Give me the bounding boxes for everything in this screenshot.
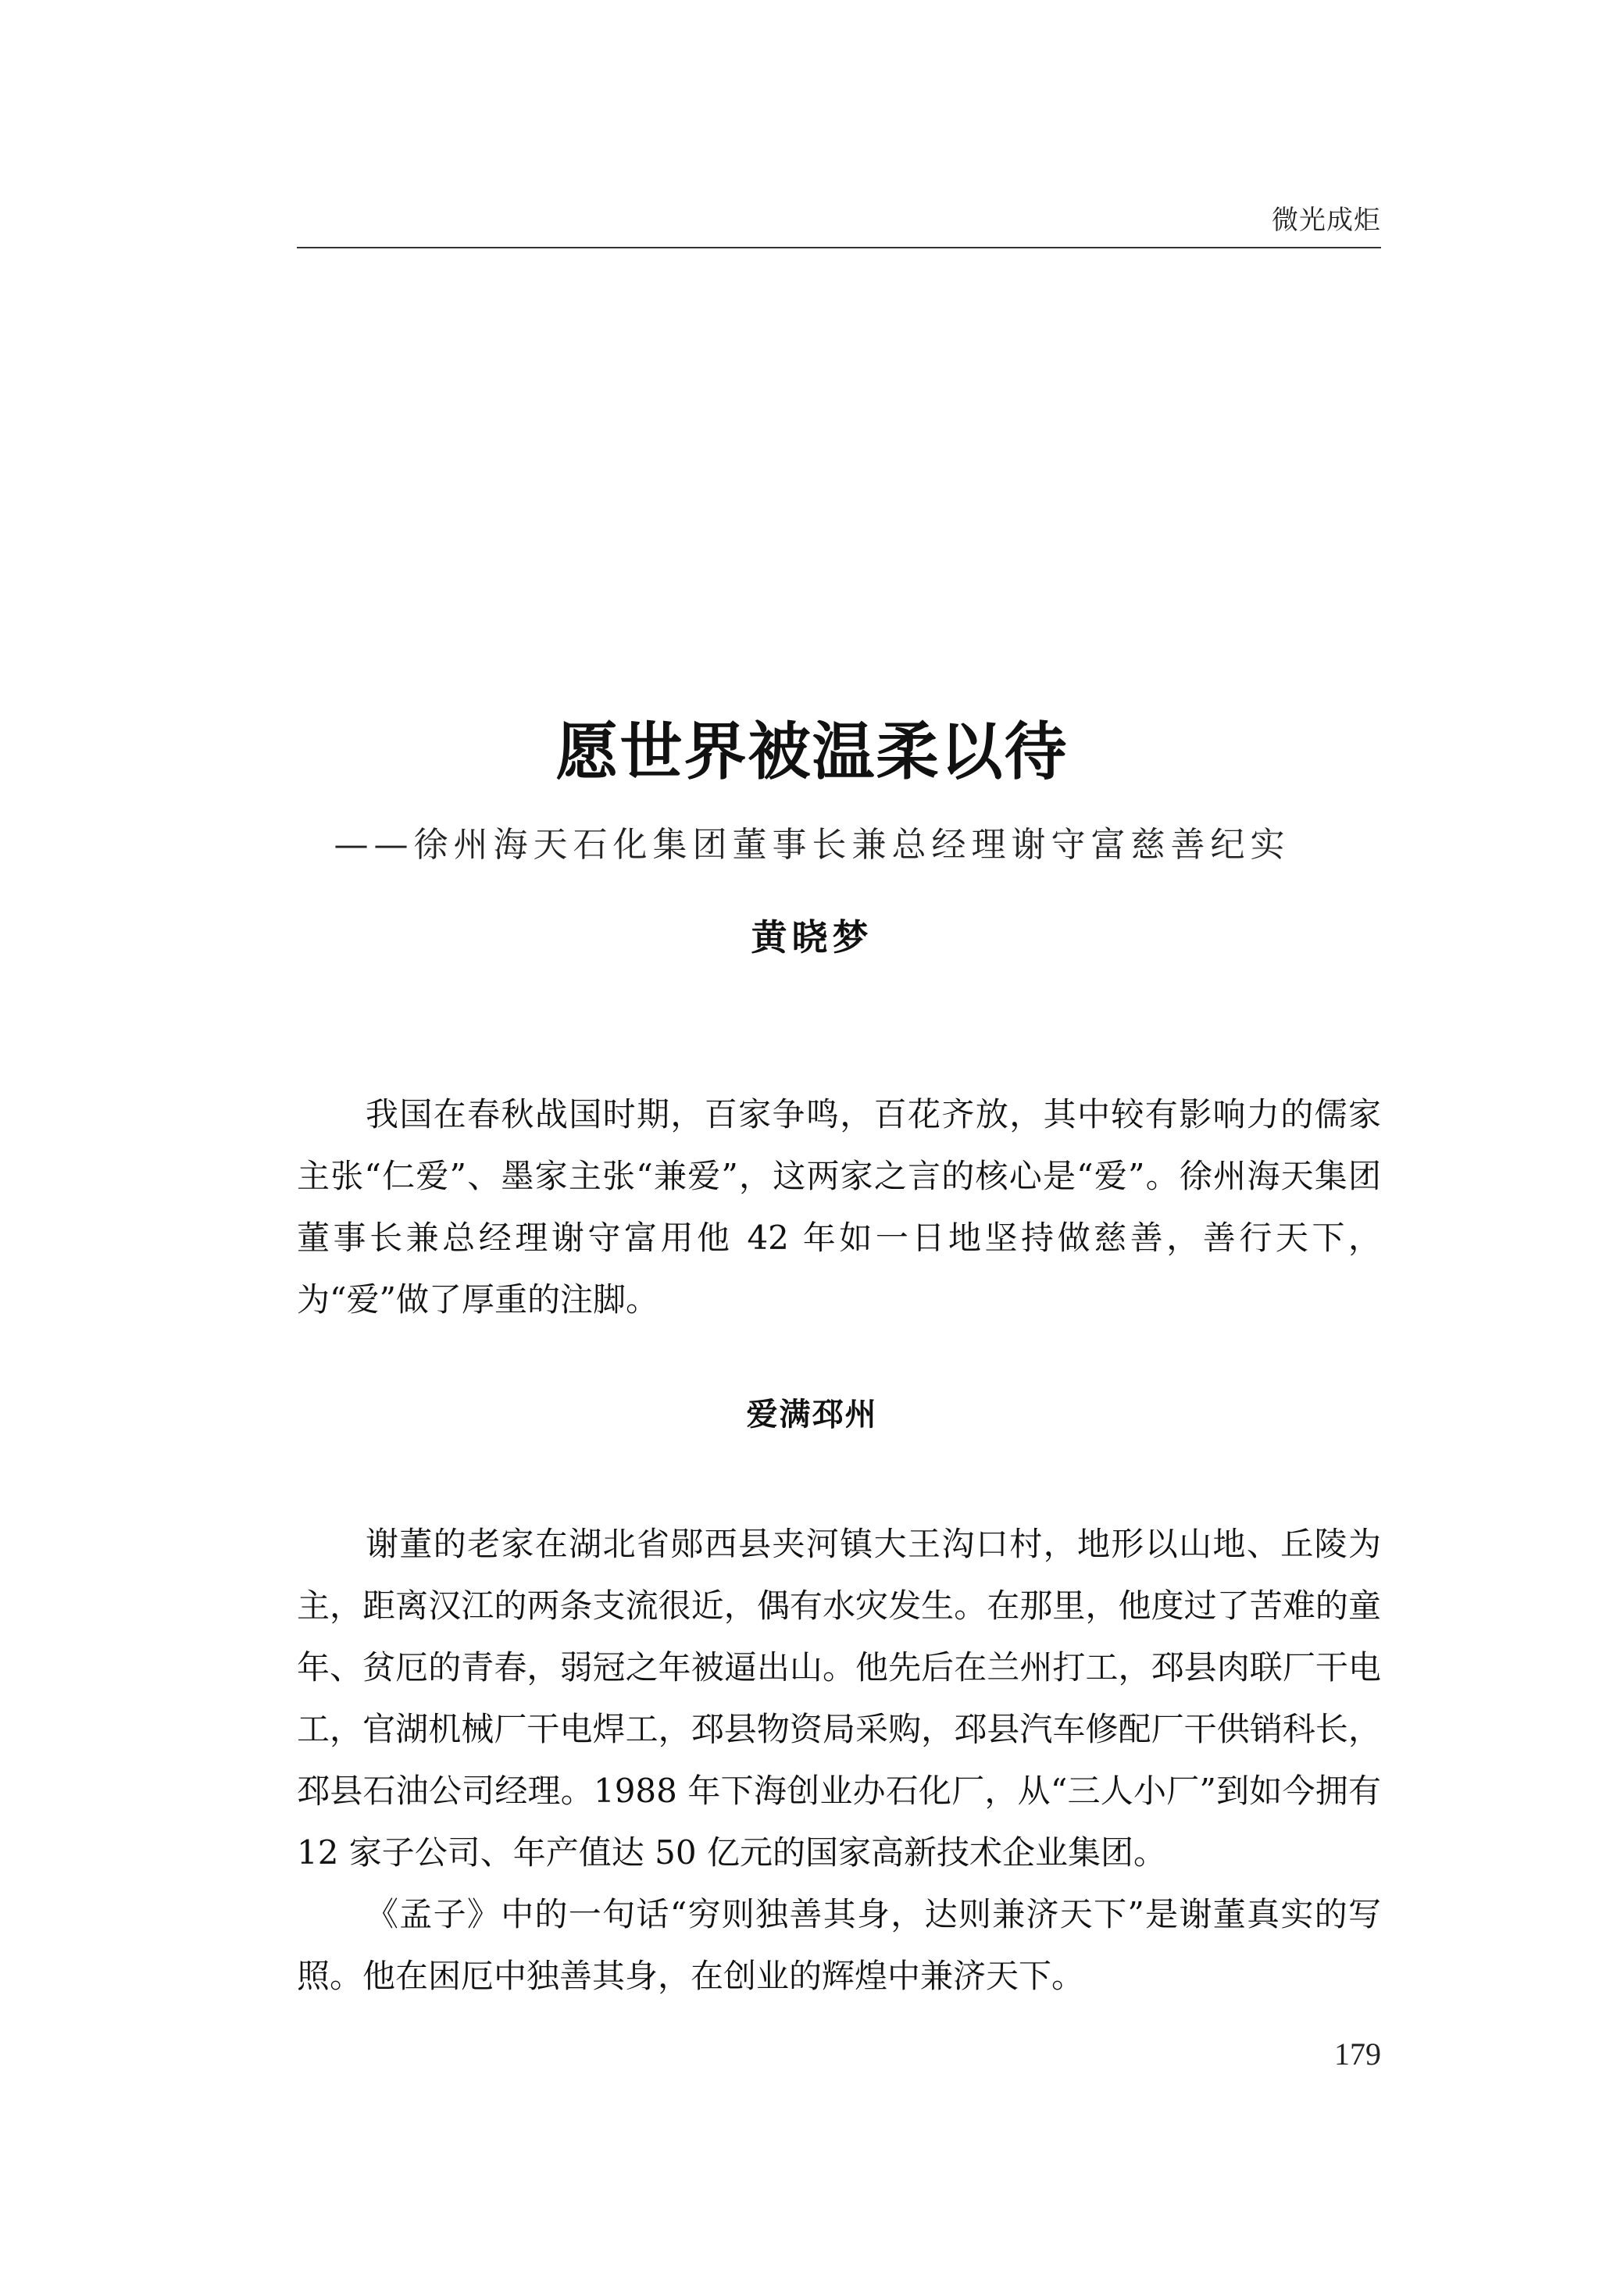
article-author: 黄晓梦 [751,916,873,958]
page-number: 179 [1334,2036,1381,2072]
body-paragraph: 谢董的老家在湖北省郧西县夹河镇大王沟口村，地形以山地、丘陵为主，距离汉江的两条支流很近，偶有水灾发生。在那里，他度过了苦难的童年、贫厄的青春，弱冠之年被逼出山。他先后在兰州打工，邳县肉联厂干电工，官湖机械厂干电焊工，邳县物资局采购，邳县汽车修配厂干供销科长，邳县石油公司经理。1988 年下海创业办石化厂，从“三人小厂”到如今拥有 12 家子公司、年产值达 50 亿元的国家高新技术企业集团。 [297,1525,1381,1872]
article-title: 愿世界被温柔以待 [555,715,1069,788]
section-heading: 爱满邳州 [746,1397,878,1433]
article-subtitle: ——徐州海天石化集团董事长兼总经理谢守富慈善纪实 [334,825,1290,865]
running-head [297,195,1381,248]
body-paragraph: 《孟子》中的一句话“穷则独善其身，达则兼济天下”是谢董真实的写照。他在困厄中独善其身，在创业的辉煌中兼济天下。 [297,1895,1381,1995]
intro-paragraph: 我国在春秋战国时期，百家争鸣，百花齐放，其中较有影响力的儒家主张“仁爱”、墨家主张“兼爱”，这两家之言的核心是“爱”。徐州海天集团董事长兼总经理谢守富用他 42 年如一日地坚持做慈善，善行天下，为“爱”做了厚重的注脚。 [297,1095,1381,1319]
running-head-title: 微光成炬 [1272,205,1381,236]
